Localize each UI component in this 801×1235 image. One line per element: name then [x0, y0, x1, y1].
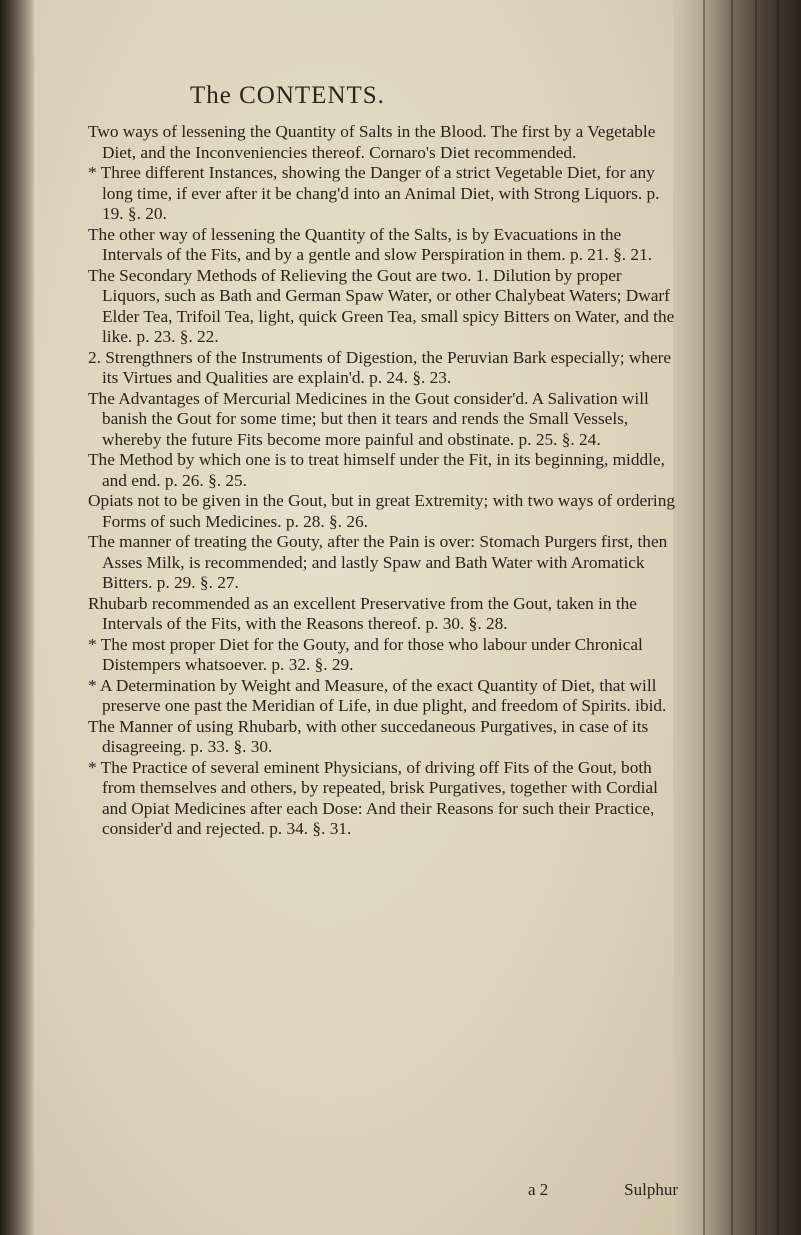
book-gutter: [0, 0, 34, 1235]
contents-entry: The Manner of using Rhubarb, with other succedaneous Purgatives, in case of its disagreeing. p. 33. §. 30.: [88, 716, 649, 756]
page-title: The CONTENTS.: [190, 82, 385, 109]
signature-mark: a 2: [528, 1180, 549, 1199]
contents-entry: The Method by which one is to treat himself under the Fit, in its beginning, middle, and end. p. 26. §. 25.: [88, 450, 665, 490]
contents-list: [88, 122, 678, 1199]
contents-entry: The Advantages of Mercurial Medicines in the Gout consider'd. A Salivation will banish the Gout for some time; but then it tears and rends the Small Vessels, whereby the future Fits become more painful and obstinate. p. 25. §. 24.: [88, 388, 649, 449]
contents-entry: The Secondary Methods of Relieving the Gout are two. 1. Dilution by proper Liquors, such as Bath and German Spaw Water, or other Chalybeat Waters; Dwarf Elder Tea, Trifoil Tea, light, quick Green Tea, small spicy Bitters on Water, and the like. p. 23. §. 22.: [88, 265, 675, 346]
contents-entry: The manner of treating the Gouty, after the Pain is over: Stomach Purgers first, then Asses Milk, is recommended; and lastly Spaw and Bath Water with Aromatick Bitters. p. 29. §. 27.: [88, 532, 668, 592]
contents-entry: Two ways of lessening the Quantity of Salts in the Blood. The first by a Vegetable Diet, and the Inconveniencies thereof. Cornaro's Diet recommended.: [88, 122, 656, 162]
contents-entry: Rhubarb recommended as an excellent Preservative from the Gout, taken in the Intervals of the Fits, with the Reasons thereof. p. 30. §. 28.: [88, 593, 637, 633]
contents-entry: * Three different Instances, showing the Danger of a strict Vegetable Diet, for any long time, if ever after it be chang'd into an Animal Diet, with Strong Liquors. p. 19. §. 20.: [88, 163, 660, 223]
contents-entry: The other way of lessening the Quantity of the Salts, is by Evacuations in the Intervals of the Fits, and by a gentle and slow Perspiration in them. p. 21. §. 21.: [88, 224, 653, 264]
contents-entry: * A Determination by Weight and Measure, of the exact Quantity of Diet, that will preserve one past the Meridian of Life, in due plight, and freedom of Spirits. ibid.: [88, 675, 667, 715]
page-edges: [673, 0, 801, 1235]
contents-entry: Opiats not to be given in the Gout, but in great Extremity; with two ways of ordering Forms of such Medicines. p. 28. §. 26.: [88, 491, 675, 531]
catchword: Sulphur: [624, 1180, 678, 1199]
contents-entry: 2. Strengthners of the Instruments of Digestion, the Peruvian Bark especially; where its Virtues and Qualities are explain'd. p. 24. §. 23.: [88, 347, 672, 387]
contents-entry: * The most proper Diet for the Gouty, and for those who labour under Chronical Distempers whatsoever. p. 32. §. 29.: [88, 634, 643, 674]
contents-entry: * The Practice of several eminent Physicians, of driving off Fits of the Gout, both from themselves and others, by repeated, brisk Purgatives, together with Cordial and Opiat Medicines after each Dose: And their Reasons for such their Practice, consider'd and rejected. p. 34. §. 31.: [88, 757, 658, 838]
